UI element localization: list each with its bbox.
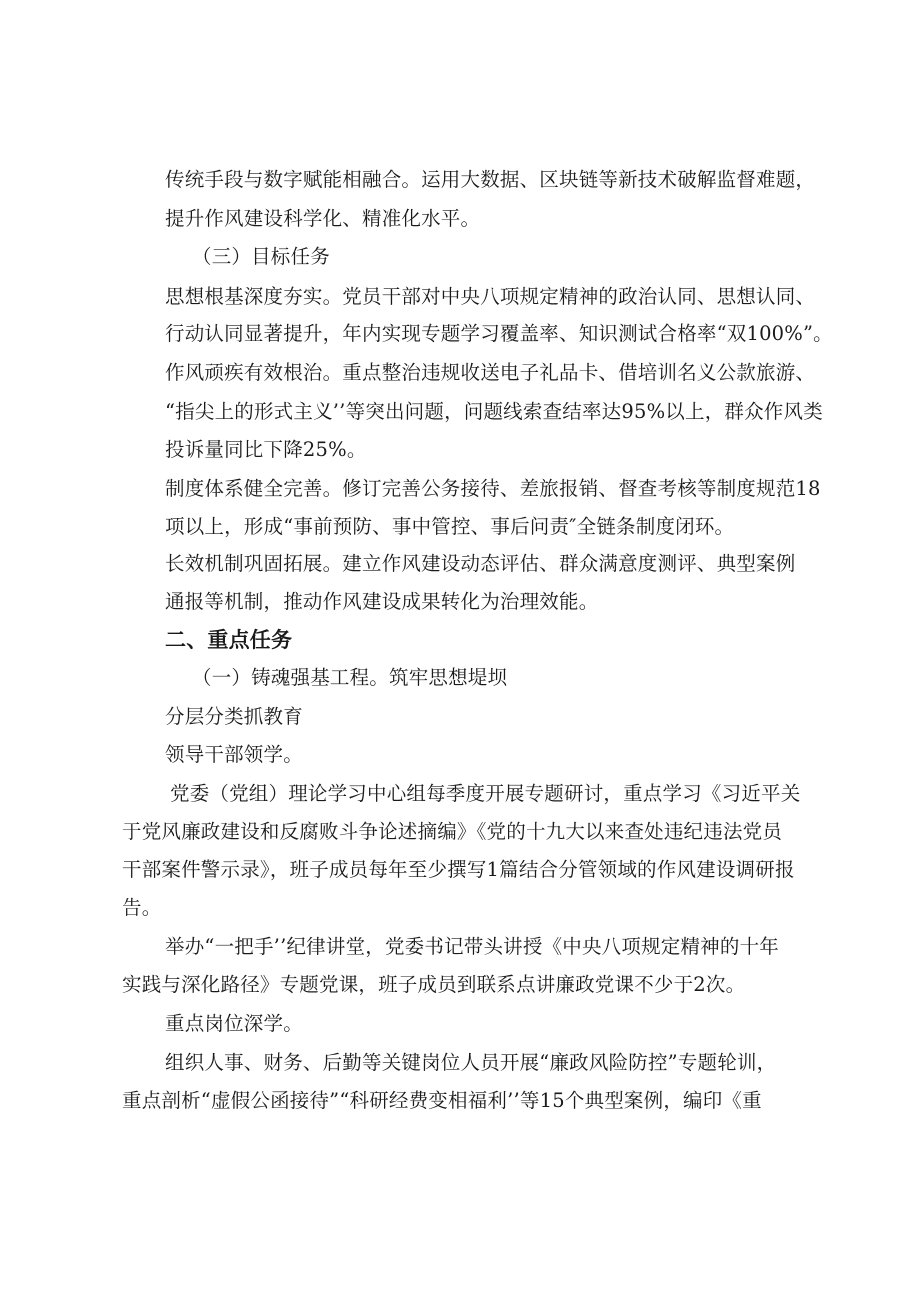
paragraph-line: 长效机制巩固拓展。建立作风建设动态评估、群众满意度测评、典型案例 xyxy=(165,552,796,575)
paragraph-line: 思想根基深度夯实。党员干部对中央八项规定精神的政治认同、思想认同、 xyxy=(165,285,816,308)
paragraph-line: 项以上，形成“事前预防、事中管控、事后问责″全链条制度闭环。 xyxy=(165,515,735,538)
paragraph-line: 重点岗位深学。 xyxy=(165,1012,303,1035)
paragraph-line: 分层分类抓教育 xyxy=(165,705,303,728)
paragraph-line: 实践与深化路径》专题党课，班子成员到联系点讲廉政党课不少于2次。 xyxy=(122,973,746,996)
paragraph-line: “指尖上的形式主义’’等突出问题，问题线索查结率达95%以上，群众作风类 xyxy=(165,400,823,423)
paragraph-line: 行动认同显著提升，年内实现专题学习覆盖率、知识测试合格率“双100%”。 xyxy=(165,322,833,345)
paragraph-line: 领导干部领学。 xyxy=(165,743,303,766)
paragraph-line: 制度体系健全完善。修订完善公务接待、差旅报销、督查考核等制度规范18 xyxy=(165,477,821,500)
paragraph-line: 作风顽疾有效根治。重点整治违规收送电子礼品卡、借培训名义公款旅游、 xyxy=(165,361,816,384)
subsection-heading: （一）铸魂强基工程。筑牢思想堤坝 xyxy=(192,666,508,689)
paragraph-line: 告。 xyxy=(122,896,162,919)
paragraph-line: 于党风廉政建设和反腐败斗争论述摘编》《党的十九大以来查处违纪违法党员 xyxy=(122,820,783,843)
paragraph-line: 举办“一把手’’纪律讲堂，党委书记带头讲授《中央八项规定精神的十年 xyxy=(165,935,779,958)
paragraph-line: 党委（党组）理论学习中心组每季度开展专题研讨，重点学习《习近平关 xyxy=(170,782,801,805)
paragraph-line: 通报等机制，推动作风建设成果转化为治理效能。 xyxy=(165,590,599,613)
paragraph-line: 传统手段与数字赋能相融合。运用大数据、区块链等新技术破解监督难题， xyxy=(165,168,816,191)
paragraph-line: 提升作风建设科学化、精准化水平。 xyxy=(165,207,481,230)
paragraph-line: 组织人事、财务、后勤等关键岗位人员开展“廉政风险防控”专题轮训， xyxy=(165,1051,777,1074)
section-heading: 二、重点任务 xyxy=(165,628,293,652)
paragraph-line: 重点剖析“虚假公函接待”“科研经费变相福利’’等15个典型案例，编印《重 xyxy=(122,1089,762,1112)
paragraph-line: 投诉量同比下降25%。 xyxy=(165,438,367,461)
subsection-heading: （三）目标任务 xyxy=(192,245,330,268)
paragraph-line: 干部案件警示录》，班子成员每年至少撰写1篇结合分管领域的作风建设调研报 xyxy=(122,858,795,881)
